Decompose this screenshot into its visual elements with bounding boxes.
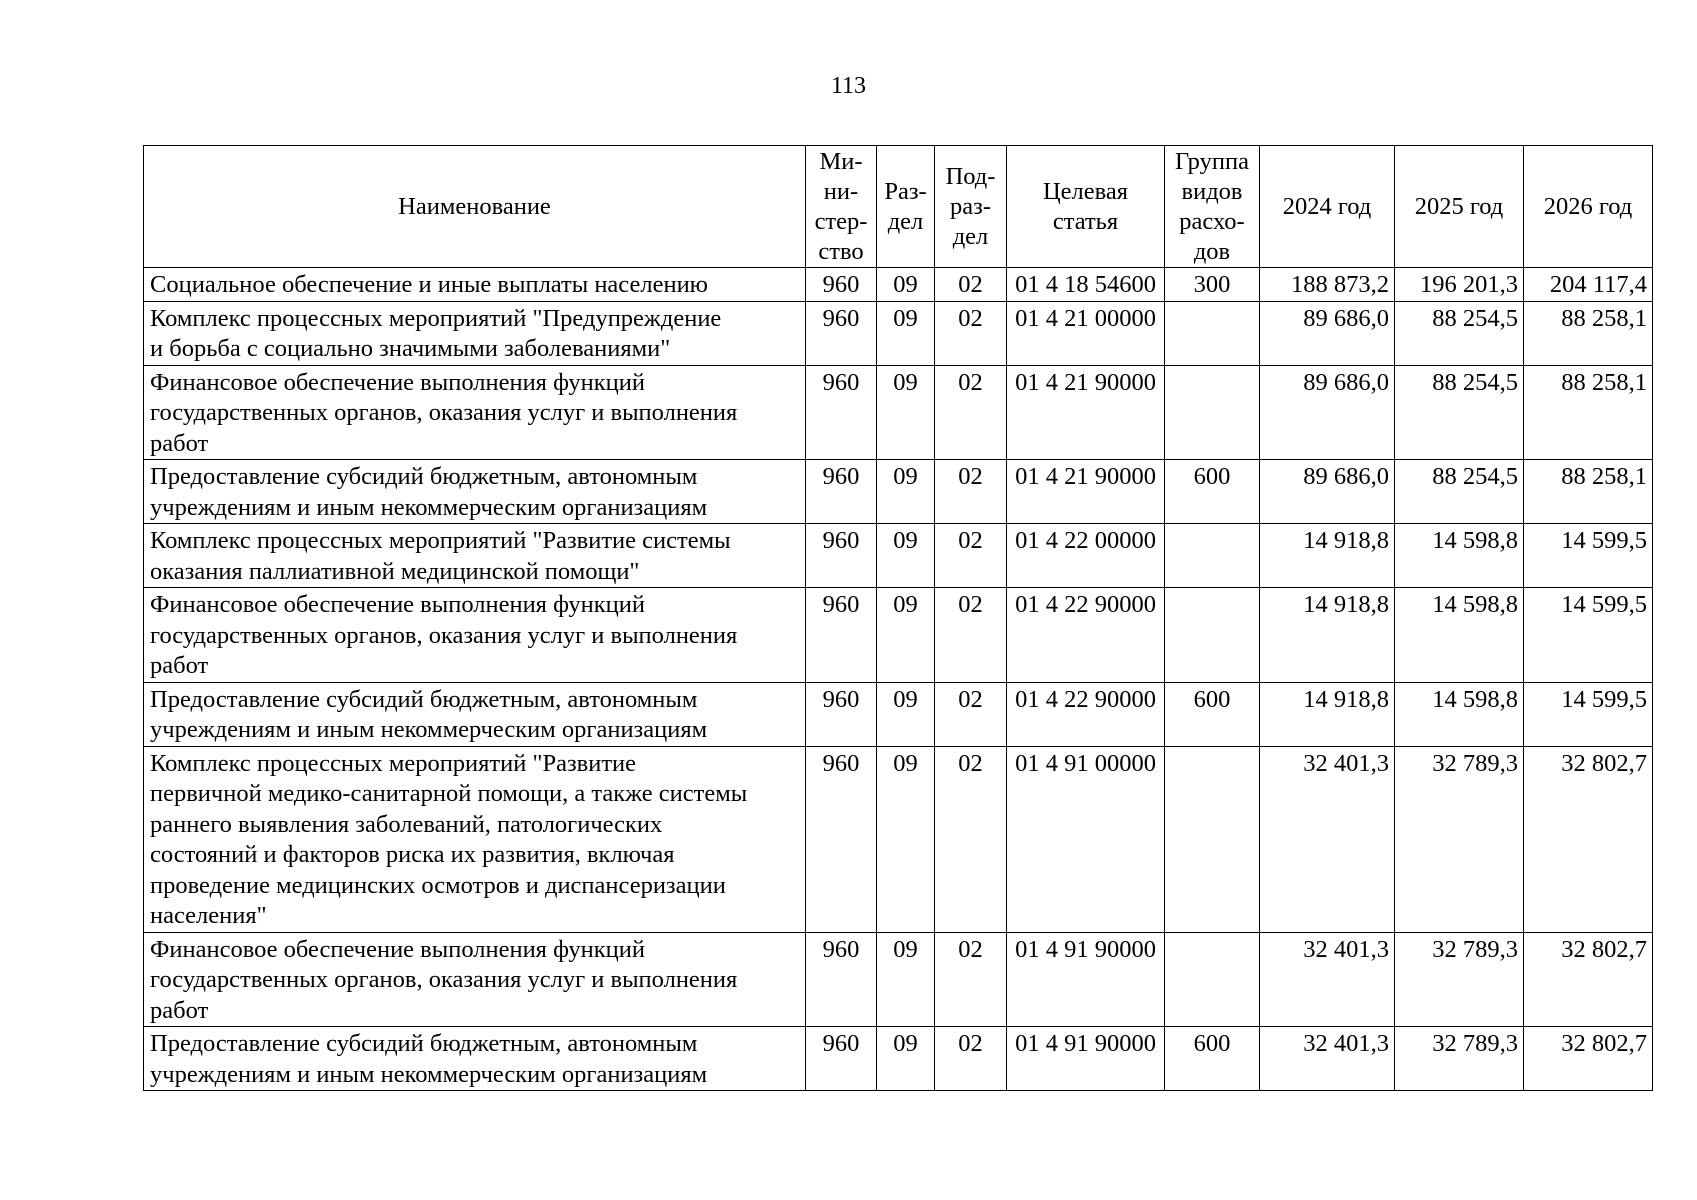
cell-2026: 88 258,1 [1524, 365, 1653, 460]
cell-2025: 88 254,5 [1395, 365, 1524, 460]
cell-2026: 204 117,4 [1524, 268, 1653, 302]
cell-expense-group [1165, 932, 1260, 1027]
cell-name: Предоставление субсидий бюджетным, автономным учреждениям и иным некоммерческим организациям [144, 1027, 806, 1091]
header-expense-group [1165, 146, 1260, 268]
table-row [144, 268, 1653, 302]
table-row [144, 746, 1653, 932]
header-2026-text: 2026 год [1543, 192, 1633, 220]
cell-2024: 14 918,8 [1260, 524, 1395, 588]
cell-ministry: 960 [806, 682, 877, 746]
cell-section: 09 [877, 588, 935, 683]
cell-2025: 14 598,8 [1395, 682, 1524, 746]
header-expense-group-text: Группа видов расхо- дов [1175, 147, 1249, 265]
cell-expense-group [1165, 365, 1260, 460]
cell-subsection: 02 [935, 682, 1007, 746]
cell-subsection: 02 [935, 746, 1007, 932]
cell-expense-group: 600 [1165, 460, 1260, 524]
cell-target: 01 4 22 90000 [1007, 682, 1165, 746]
cell-section: 09 [877, 1027, 935, 1091]
cell-expense-group: 300 [1165, 268, 1260, 302]
cell-ministry: 960 [806, 268, 877, 302]
cell-2025: 88 254,5 [1395, 301, 1524, 365]
cell-2026: 88 258,1 [1524, 301, 1653, 365]
header-ministry-text: Ми- ни- стер- ство [814, 147, 868, 265]
header-section-text: Раз- дел [884, 177, 927, 235]
cell-expense-group [1165, 524, 1260, 588]
cell-2024: 32 401,3 [1260, 746, 1395, 932]
cell-target: 01 4 22 00000 [1007, 524, 1165, 588]
budget-table [143, 145, 1653, 1091]
header-2024-text: 2024 год [1282, 192, 1372, 220]
cell-2025: 14 598,8 [1395, 588, 1524, 683]
cell-2026: 14 599,5 [1524, 682, 1653, 746]
cell-2026: 88 258,1 [1524, 460, 1653, 524]
table-body [144, 268, 1653, 1091]
cell-name: Комплекс процессных мероприятий "Предупреждение и борьба с социально значимыми заболеваниями" [144, 301, 806, 365]
cell-2026: 32 802,7 [1524, 932, 1653, 1027]
cell-section: 09 [877, 365, 935, 460]
cell-2025: 14 598,8 [1395, 524, 1524, 588]
cell-2025: 32 789,3 [1395, 932, 1524, 1027]
cell-section: 09 [877, 268, 935, 302]
header-ministry [806, 146, 877, 268]
cell-name: Предоставление субсидий бюджетным, автономным учреждениям и иным некоммерческим организациям [144, 460, 806, 524]
table-row [144, 460, 1653, 524]
cell-section: 09 [877, 460, 935, 524]
cell-2026: 14 599,5 [1524, 588, 1653, 683]
cell-2024: 32 401,3 [1260, 932, 1395, 1027]
cell-name: Финансовое обеспечение выполнения функций государственных органов, оказания услуг и выполнения работ [144, 932, 806, 1027]
header-2024 [1260, 146, 1395, 268]
header-2026 [1524, 146, 1653, 268]
cell-ministry: 960 [806, 932, 877, 1027]
cell-name: Финансовое обеспечение выполнения функций государственных органов, оказания услуг и выполнения работ [144, 365, 806, 460]
header-name-text: Наименование [398, 192, 551, 220]
cell-section: 09 [877, 746, 935, 932]
header-2025-text: 2025 год [1414, 192, 1504, 220]
cell-subsection: 02 [935, 365, 1007, 460]
cell-2024: 188 873,2 [1260, 268, 1395, 302]
cell-2026: 14 599,5 [1524, 524, 1653, 588]
cell-name: Финансовое обеспечение выполнения функций государственных органов, оказания услуг и выполнения работ [144, 588, 806, 683]
cell-name: Комплекс процессных мероприятий "Развитие системы оказания паллиативной медицинской помощи" [144, 524, 806, 588]
cell-2024: 14 918,8 [1260, 588, 1395, 683]
cell-2024: 32 401,3 [1260, 1027, 1395, 1091]
cell-ministry: 960 [806, 1027, 877, 1091]
header-name [144, 146, 806, 268]
cell-expense-group [1165, 301, 1260, 365]
header-2025 [1395, 146, 1524, 268]
cell-target: 01 4 91 90000 [1007, 932, 1165, 1027]
cell-2024: 14 918,8 [1260, 682, 1395, 746]
cell-ministry: 960 [806, 460, 877, 524]
cell-2026: 32 802,7 [1524, 746, 1653, 932]
table-row [144, 932, 1653, 1027]
cell-ministry: 960 [806, 365, 877, 460]
cell-target: 01 4 21 90000 [1007, 460, 1165, 524]
cell-ministry: 960 [806, 588, 877, 683]
cell-target: 01 4 91 00000 [1007, 746, 1165, 932]
table-row [144, 301, 1653, 365]
cell-expense-group: 600 [1165, 1027, 1260, 1091]
cell-target: 01 4 21 00000 [1007, 301, 1165, 365]
cell-subsection: 02 [935, 460, 1007, 524]
cell-2024: 89 686,0 [1260, 365, 1395, 460]
cell-expense-group [1165, 746, 1260, 932]
cell-2025: 196 201,3 [1395, 268, 1524, 302]
cell-subsection: 02 [935, 268, 1007, 302]
cell-target: 01 4 91 90000 [1007, 1027, 1165, 1091]
cell-section: 09 [877, 682, 935, 746]
cell-2025: 88 254,5 [1395, 460, 1524, 524]
cell-section: 09 [877, 301, 935, 365]
header-subsection [935, 146, 1007, 268]
page-number: 113 [830, 73, 867, 99]
cell-2024: 89 686,0 [1260, 460, 1395, 524]
table-row [144, 524, 1653, 588]
cell-subsection: 02 [935, 588, 1007, 683]
cell-section: 09 [877, 524, 935, 588]
cell-expense-group [1165, 588, 1260, 683]
cell-subsection: 02 [935, 932, 1007, 1027]
cell-target: 01 4 21 90000 [1007, 365, 1165, 460]
table-row [144, 588, 1653, 683]
cell-2026: 32 802,7 [1524, 1027, 1653, 1091]
cell-target: 01 4 22 90000 [1007, 588, 1165, 683]
header-subsection-text: Под- раз- дел [945, 162, 996, 250]
cell-section: 09 [877, 932, 935, 1027]
cell-name: Социальное обеспечение и иные выплаты населению [144, 268, 806, 302]
cell-2024: 89 686,0 [1260, 301, 1395, 365]
cell-subsection: 02 [935, 301, 1007, 365]
cell-expense-group: 600 [1165, 682, 1260, 746]
cell-2025: 32 789,3 [1395, 1027, 1524, 1091]
table-header-row [144, 146, 1653, 268]
table-row [144, 365, 1653, 460]
cell-ministry: 960 [806, 301, 877, 365]
cell-subsection: 02 [935, 1027, 1007, 1091]
header-target-text: Целевая статья [1042, 177, 1129, 235]
cell-name: Комплекс процессных мероприятий "Развитие первичной медико-санитарной помощи, а также системы раннего выявления заболеваний, патологических состояний и факторов риска их развития, включая проведение медицинских осмотров и диспансеризации населения" [144, 746, 806, 932]
cell-name: Предоставление субсидий бюджетным, автономным учреждениям и иным некоммерческим организациям [144, 682, 806, 746]
cell-target: 01 4 18 54600 [1007, 268, 1165, 302]
cell-subsection: 02 [935, 524, 1007, 588]
cell-ministry: 960 [806, 524, 877, 588]
header-target [1007, 146, 1165, 268]
header-section [877, 146, 935, 268]
table-row [144, 1027, 1653, 1091]
cell-2025: 32 789,3 [1395, 746, 1524, 932]
cell-ministry: 960 [806, 746, 877, 932]
table-row [144, 682, 1653, 746]
